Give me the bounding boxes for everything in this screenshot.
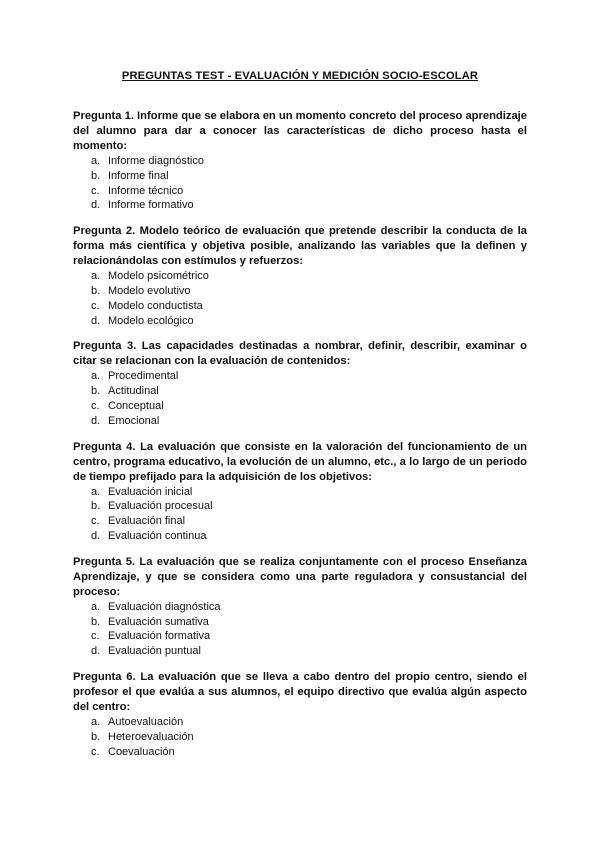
- option-item: [91, 499, 527, 514]
- option-item: [91, 384, 527, 399]
- option-text: Modelo evolutivo: [108, 284, 191, 297]
- option-letter: c.: [91, 745, 100, 758]
- option-text: Coevaluación: [108, 745, 175, 758]
- option-letter: c.: [91, 630, 100, 643]
- option-letter: d.: [91, 529, 101, 542]
- option-text: Evaluación inicial: [108, 485, 193, 498]
- option-item: [91, 615, 527, 630]
- option-text: Evaluación continua: [108, 529, 207, 542]
- option-text: Evaluación final: [108, 515, 186, 528]
- question-stem: Pregunta 2. Modelo teórico de evaluación que pretende describir la conducta de la forma más científica y objetiva posible, analizando las variables que la definen y relacionándolas con estímulos y refuerzos:: [73, 225, 527, 268]
- option-list: [73, 154, 527, 213]
- option-letter: b.: [91, 500, 101, 513]
- option-text: Actitudinal: [108, 385, 159, 398]
- option-item: [91, 154, 527, 169]
- option-letter: d.: [91, 414, 101, 427]
- option-list: [73, 269, 527, 328]
- option-letter: a.: [91, 715, 101, 728]
- option-text: Modelo conductista: [108, 299, 203, 312]
- option-list: [73, 369, 527, 428]
- option-item: [91, 600, 527, 615]
- option-text: Autoevaluación: [108, 715, 184, 728]
- option-item: [91, 529, 527, 544]
- question-stem: Pregunta 3. Las capacidades destinadas a nombrar, definir, describir, examinar o citar se relacionan con la evaluación de contenidos:: [73, 340, 527, 368]
- option-letter: d.: [91, 199, 101, 212]
- option-letter: c.: [91, 184, 100, 197]
- option-text: Evaluación puntual: [108, 645, 201, 658]
- option-item: [91, 485, 527, 500]
- option-text: Evaluación formativa: [108, 630, 211, 643]
- option-item: [91, 745, 527, 760]
- option-item: [91, 644, 527, 659]
- option-text: Modelo psicométrico: [108, 270, 209, 283]
- option-letter: b.: [91, 730, 101, 743]
- option-letter: b.: [91, 615, 101, 628]
- option-letter: c.: [91, 399, 100, 412]
- question-4: [73, 440, 527, 544]
- option-letter: c.: [91, 299, 100, 312]
- option-list: [73, 485, 527, 544]
- option-letter: d.: [91, 314, 101, 327]
- option-letter: a.: [91, 370, 101, 383]
- option-letter: b.: [91, 169, 101, 182]
- option-text: Heteroevaluación: [108, 730, 194, 743]
- question-stem: Pregunta 5. La evaluación que se realiza conjuntamente con el proceso Enseñanza Aprendizaje, y que se considera como una parte reguladora y consustancial del proceso:: [73, 555, 527, 598]
- question-5: [73, 555, 527, 659]
- option-text: Evaluación diagnóstica: [108, 600, 221, 613]
- option-text: Informe diagnóstico: [108, 155, 204, 167]
- option-item: [91, 414, 527, 429]
- option-item: [91, 284, 527, 299]
- option-list: [73, 715, 527, 759]
- option-text: Conceptual: [108, 399, 164, 412]
- option-item: [91, 269, 527, 284]
- question-stem: Pregunta 6. La evaluación que se lleva a cabo dentro del propio centro, siendo el profesor el que evalúa a sus alumnos, el equipo directivo que evalúa algún aspecto del centro:: [73, 670, 527, 713]
- option-text: Informe técnico: [108, 184, 184, 197]
- option-letter: a.: [91, 485, 101, 498]
- option-text: Evaluación procesual: [108, 500, 213, 513]
- option-letter: b.: [91, 284, 101, 297]
- option-text: Procedimental: [108, 370, 179, 383]
- option-item: [91, 730, 527, 745]
- option-item: [91, 399, 527, 414]
- option-text: Emocional: [108, 414, 160, 427]
- option-item: [91, 184, 527, 199]
- option-letter: a.: [91, 155, 101, 167]
- option-text: Informe formativo: [108, 199, 194, 212]
- option-item: [91, 169, 527, 184]
- option-item: [91, 198, 527, 213]
- option-list: [73, 600, 527, 659]
- document-title: PREGUNTAS TEST - EVALUACIÓN Y MEDICIÓN SOCIO-ESCOLAR: [121, 70, 479, 82]
- option-item: [91, 514, 527, 529]
- question-stem: Pregunta 1. Informe que se elabora en un momento concreto del proceso aprendizaje del alumno para dar a conocer las características de dicho proceso hasta el momento:: [73, 110, 527, 152]
- question-6: [73, 670, 527, 759]
- option-item: [91, 369, 527, 384]
- question-stem: Pregunta 4. La evaluación que consiste en la valoración del funcionamiento de un centro, programa educativo, la evolución de un alumno, etc., a lo largo de un periodo de tiempo prefijado para la adquisición de los objetivos:: [73, 440, 527, 483]
- option-item: [91, 314, 527, 329]
- question-1: [73, 109, 527, 213]
- option-text: Informe final: [108, 169, 169, 182]
- option-item: [91, 629, 527, 644]
- option-item: [91, 715, 527, 730]
- option-letter: d.: [91, 645, 101, 658]
- option-text: Modelo ecológico: [108, 314, 194, 327]
- question-2: [73, 224, 527, 328]
- option-letter: b.: [91, 385, 101, 398]
- option-letter: a.: [91, 270, 101, 283]
- question-3: [73, 339, 527, 428]
- option-letter: a.: [91, 600, 101, 613]
- option-text: Evaluación sumativa: [108, 615, 209, 628]
- option-item: [91, 299, 527, 314]
- option-letter: c.: [91, 515, 100, 528]
